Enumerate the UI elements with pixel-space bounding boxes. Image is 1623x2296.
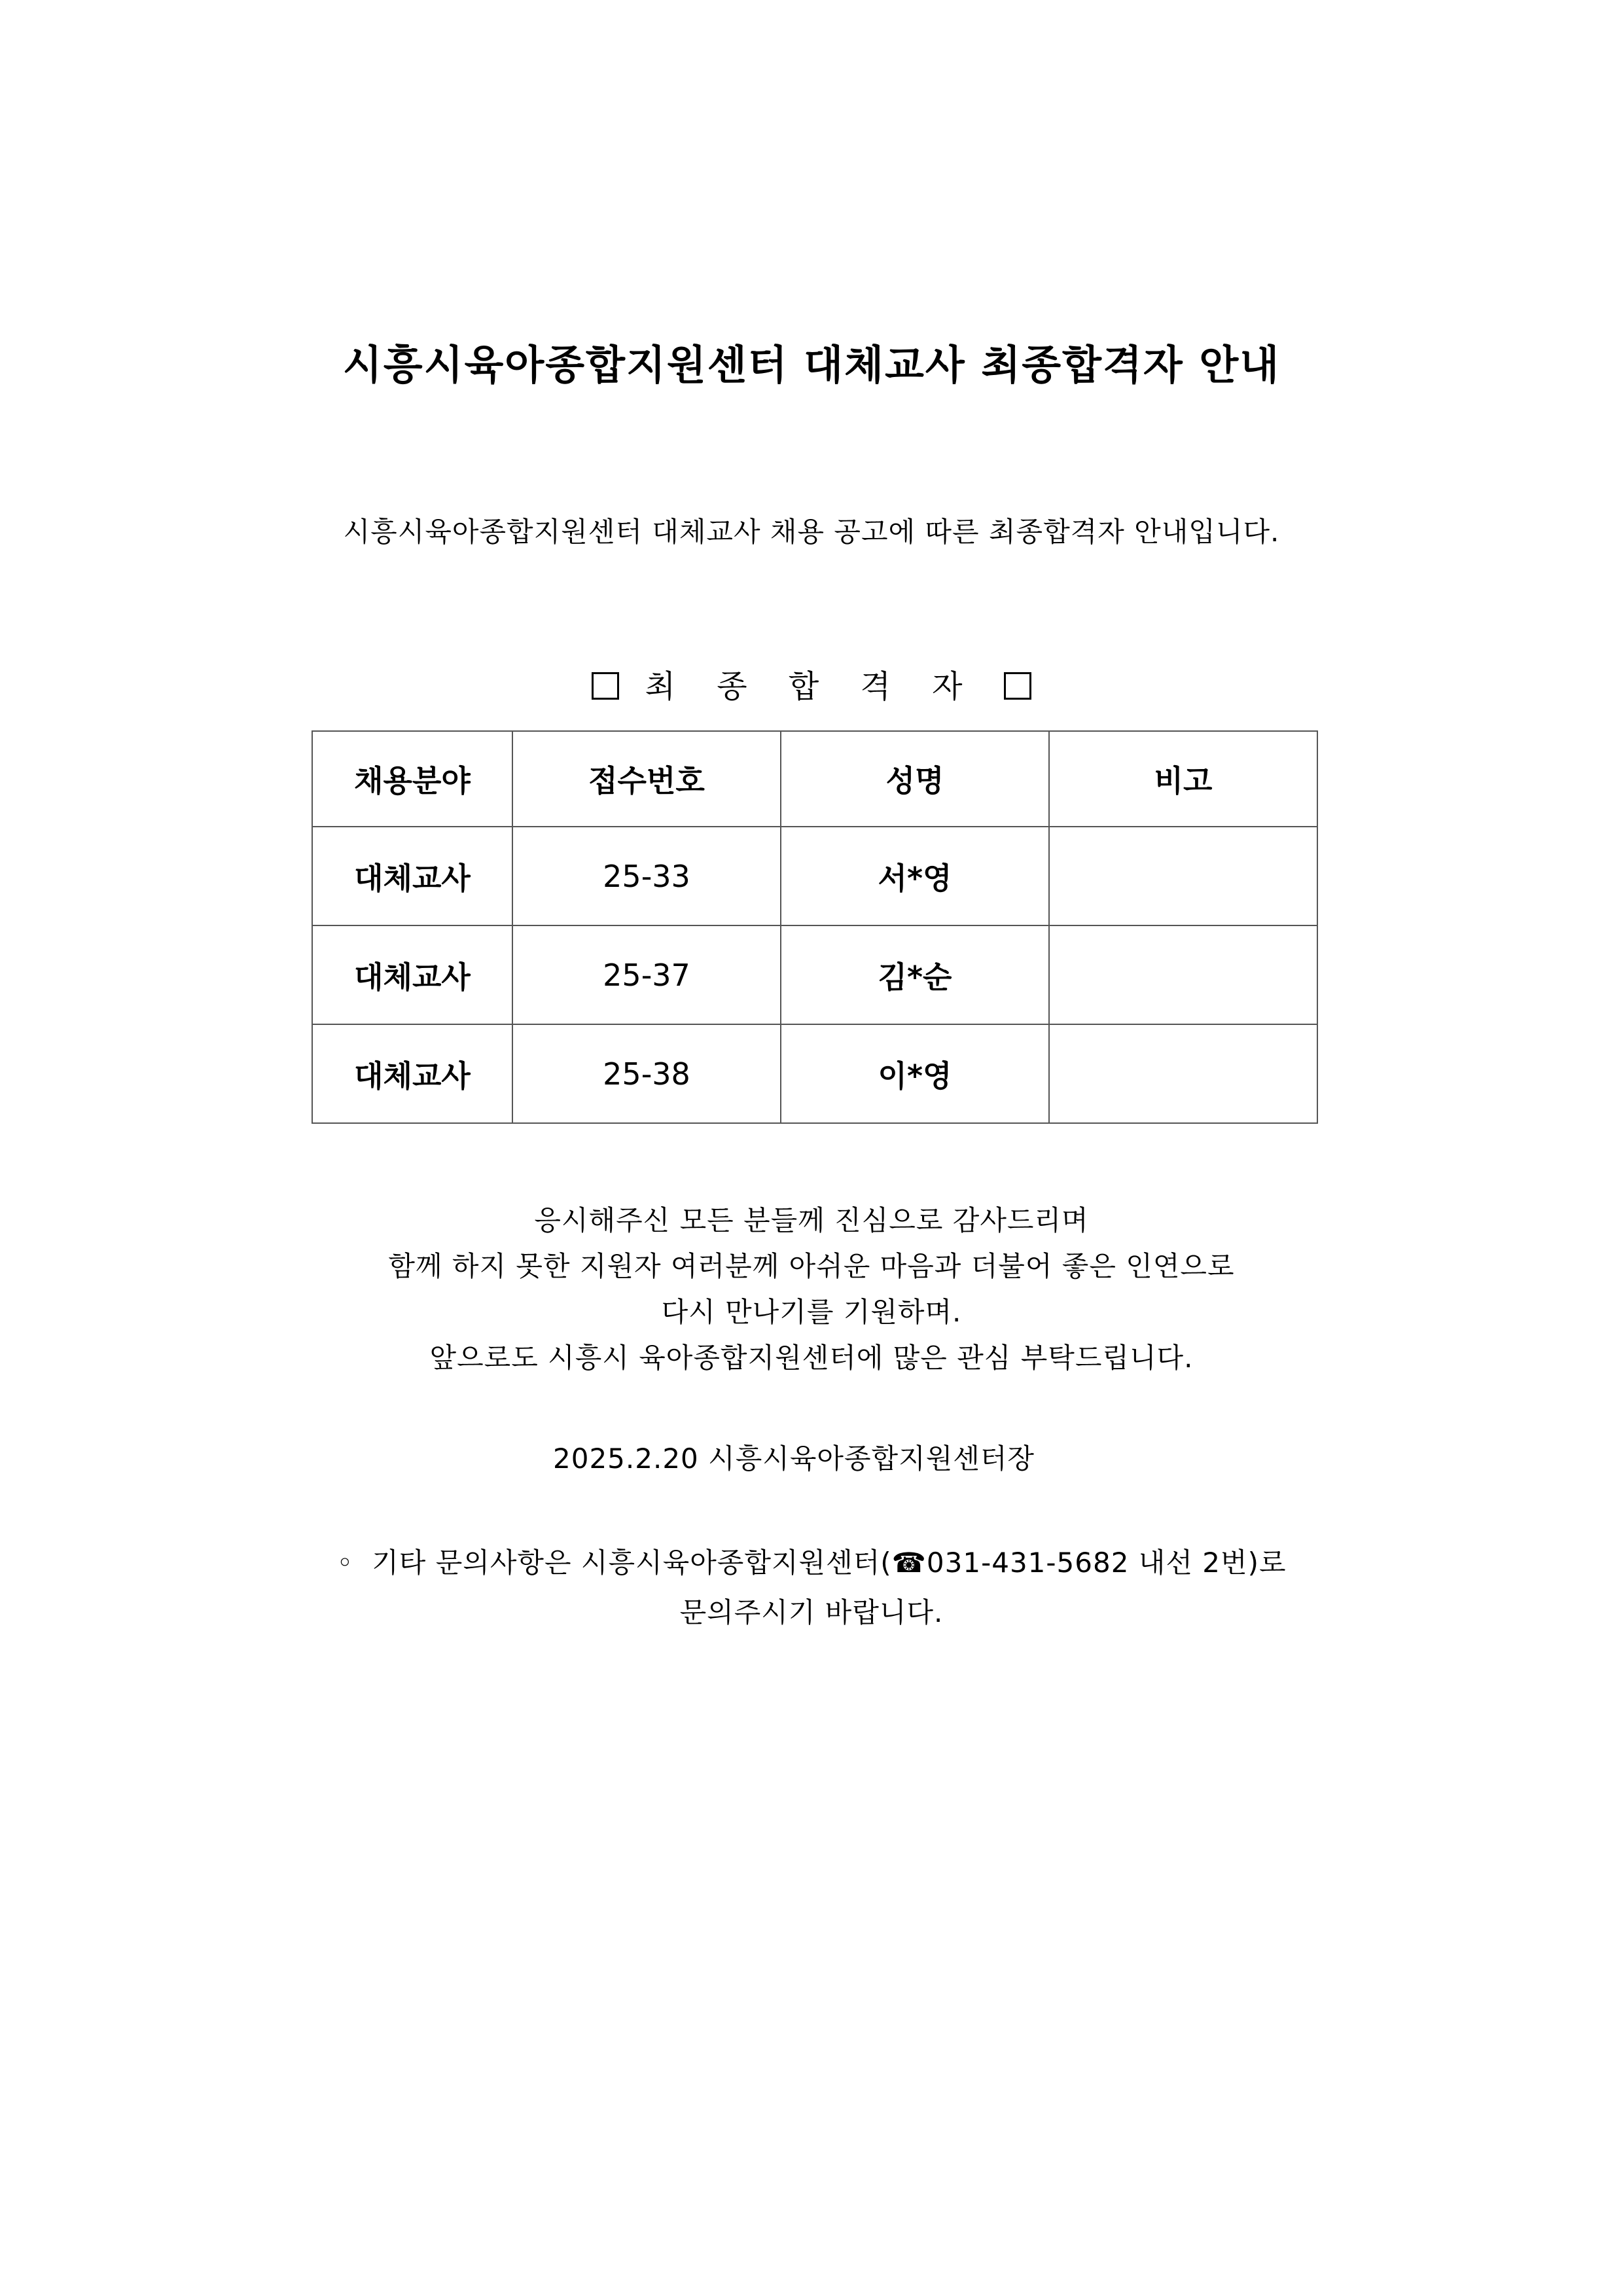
- closing-line: 함께 하지 못한 지원자 여러분께 아쉬운 마음과 더불어 좋은 인연으로: [388, 1250, 1235, 1282]
- table-row: [312, 1024, 1317, 1123]
- signature-line: 2025.2.20 시흥시육아종합지원센터장: [553, 1443, 1035, 1475]
- contact-note-line-2: 문의주시기 바랍니다.: [679, 1596, 944, 1628]
- cell-name: 서*영: [781, 827, 1049, 925]
- contact-note-text: 기타 문의사항은 시흥시육아종합지원센터(☎031-431-5682 내선 2번)로: [372, 1547, 1287, 1579]
- contact-note: [0, 1538, 1623, 1638]
- intro-text: 시흥시육아종합지원센터 대체교사 채용 공고에 따른 최종합격자 안내입니다.: [343, 516, 1280, 548]
- cell-field: 대체교사: [312, 827, 512, 925]
- cell-field: 대체교사: [312, 925, 512, 1024]
- closing-line: 응시해주신 모든 분들께 진심으로 감사드리며: [534, 1204, 1089, 1236]
- section-heading: [0, 661, 1623, 706]
- bullet-icon: ◦: [336, 1547, 354, 1579]
- header-remarks: 비고: [1049, 731, 1317, 827]
- table-row: [312, 925, 1317, 1024]
- table-row: [312, 827, 1317, 925]
- cell-application-number: 25-37: [512, 925, 781, 1024]
- cell-name: 김*순: [781, 925, 1049, 1024]
- cell-field: 대체교사: [312, 1024, 512, 1123]
- document-title: 시흥시육아종합지원센터 대체교사 최종합격자 안내: [342, 341, 1281, 389]
- cell-remarks: [1049, 1024, 1317, 1123]
- cell-remarks: [1049, 925, 1317, 1024]
- header-name: 성명: [781, 731, 1049, 827]
- square-left-icon: [592, 672, 619, 700]
- closing-message: [0, 1198, 1623, 1381]
- closing-line: 앞으로도 시흥시 육아종합지원센터에 많은 관심 부탁드립니다.: [429, 1342, 1194, 1374]
- header-application-number: 접수번호: [512, 731, 781, 827]
- cell-remarks: [1049, 827, 1317, 925]
- cell-application-number: 25-33: [512, 827, 781, 925]
- square-right-icon: [1004, 672, 1031, 700]
- cell-name: 이*영: [781, 1024, 1049, 1123]
- contact-note-line-1: [0, 1538, 1623, 1588]
- header-field: 채용분야: [312, 731, 512, 827]
- closing-line: 다시 만나기를 기원하며.: [661, 1296, 962, 1328]
- table-header-row: [312, 731, 1317, 827]
- section-heading-text: 최 종 합 격 자: [645, 668, 978, 705]
- final-results-table: [312, 730, 1318, 1124]
- cell-application-number: 25-38: [512, 1024, 781, 1123]
